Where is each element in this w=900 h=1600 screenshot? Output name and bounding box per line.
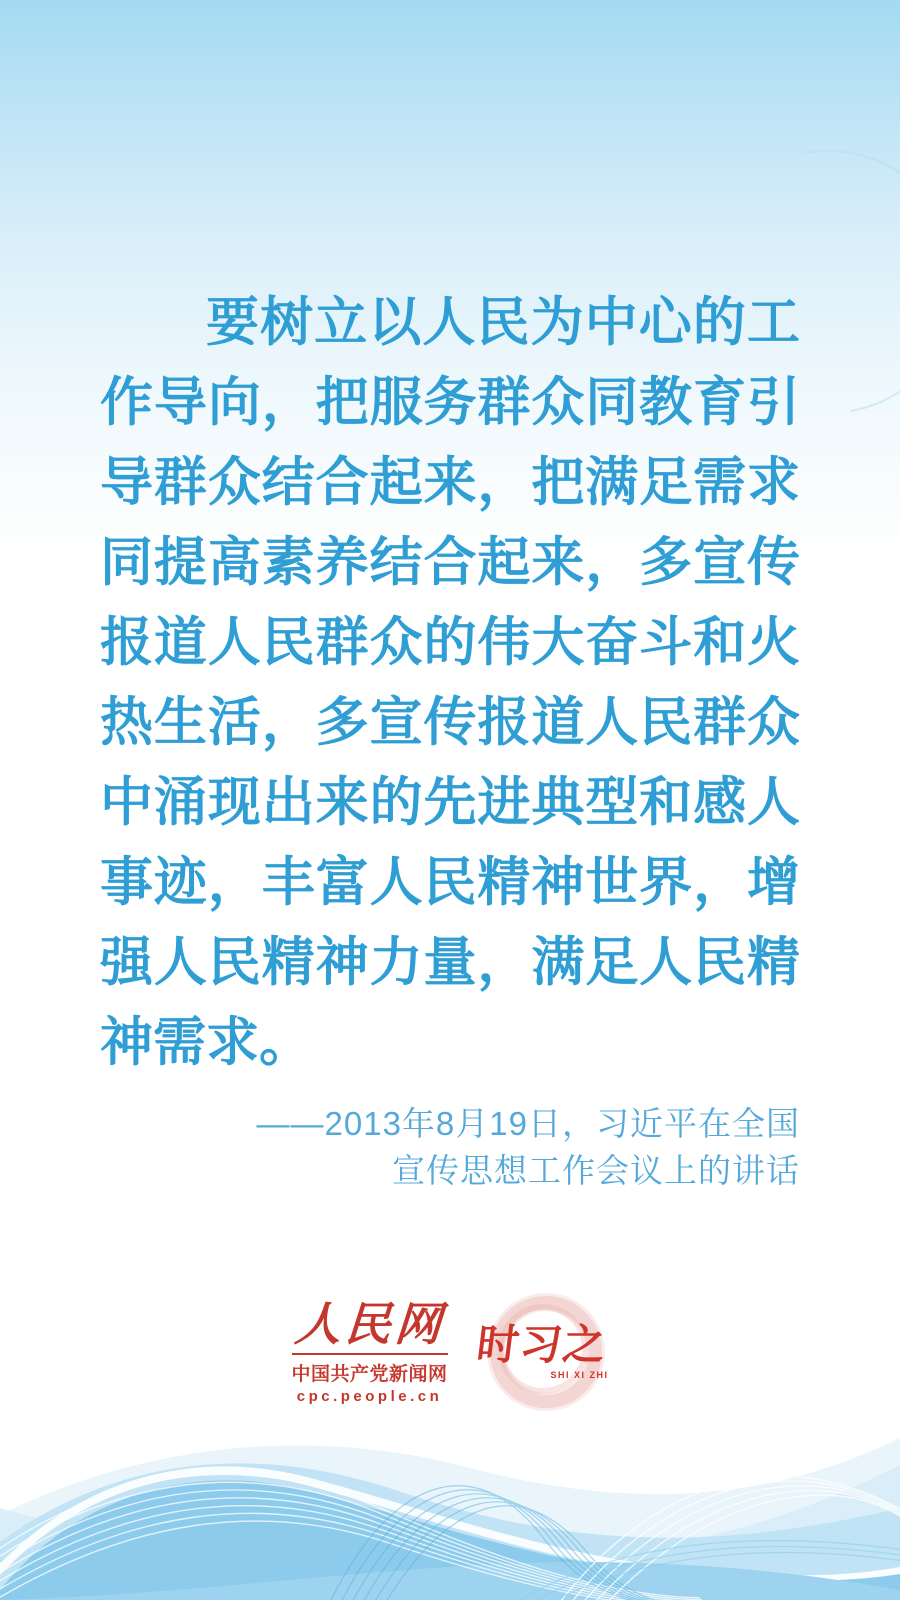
cpc-news-site-name: 中国共产党新闻网 (291, 1364, 448, 1385)
wave-decoration (0, 1390, 900, 1600)
attribution (240, 1100, 800, 1194)
quote-line: 导群众结合起来，把满足需求 (100, 451, 800, 513)
logo-divider-line (292, 1353, 448, 1355)
quote-line: 事迹，丰富人民精神世界，增 (100, 851, 800, 913)
quote-line: 要树立以人民为中心的工 (206, 291, 800, 353)
shi-xi-zhi-wordmark: 时习之 (473, 1321, 609, 1368)
quote-line: 作导向，把服务群众同教育引 (100, 371, 800, 433)
cpc-site-url: cpc.people.cn (296, 1388, 443, 1405)
people-daily-online-logo (292, 1298, 448, 1405)
quote-line: 同提高素养结合起来，多宣传 (100, 531, 800, 593)
quote-line: 强人民精神力量，满足人民精 (100, 931, 800, 993)
quote-line: 报道人民群众的伟大奋斗和火 (100, 611, 800, 673)
shi-xi-zhi-pinyin: SHI XI ZHI (550, 1370, 609, 1380)
quote-line: 中涌现出来的先进典型和感人 (100, 771, 800, 833)
people-net-wordmark: 人民网 (292, 1297, 447, 1351)
quote-block (100, 282, 800, 1082)
quote-line: 热生活，多宣传报道人民群众 (100, 691, 800, 753)
attribution-line-2: 宣传思想工作会议上的讲话 (392, 1152, 800, 1189)
quote-line: 神需求。 (100, 1011, 312, 1073)
attribution-line-1: ——2013年8月19日，习近平在全国 (256, 1105, 800, 1142)
